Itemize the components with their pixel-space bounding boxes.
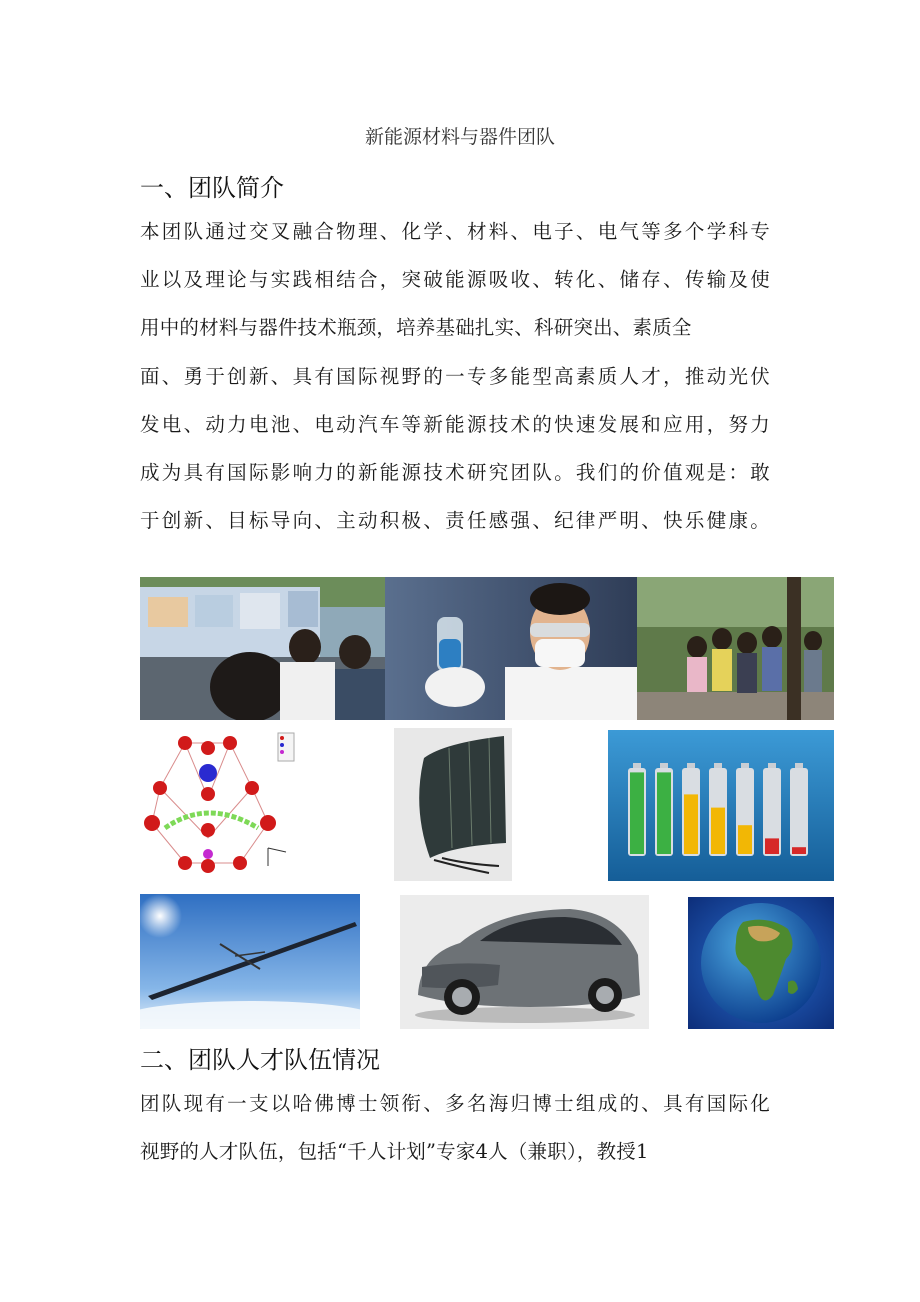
battery-cap [741,763,749,768]
battery-fill [684,794,698,854]
battery-fill [711,808,725,854]
battery-fill [630,772,644,854]
lab-researcher-photo [385,577,637,720]
section-heading-intro: 一、团队简介 [140,174,284,202]
paragraph-line: 业以及理论与实践相结合，突破能源吸收、转化、储存、传输及使 [140,268,770,292]
paragraph-line: 于创新、目标导向、主动积极、责任感强、纪律严明、快乐健康。 [140,509,770,533]
section-heading-talent: 二、团队人才队伍情况 [140,1046,380,1074]
team-group-photo [637,577,834,720]
battery-cap [633,763,641,768]
battery-cap [687,763,695,768]
electric-car-photo [400,895,649,1029]
battery-cap [660,763,668,768]
flexible-solar-panel-photo [394,728,512,881]
battery-cap [795,763,803,768]
document-title: 新能源材料与器件团队 [364,126,555,148]
earth-globe-photo [688,897,834,1029]
paragraph-line: 团队现有一支以哈佛博士领衔、多名海归博士组成的、具有国际化 [140,1092,770,1115]
paragraph-line: 本团队通过交叉融合物理、化学、材料、电子、电气等多个学科专 [140,220,770,243]
intro-paragraph [140,208,770,545]
battery-level-graphic [608,730,834,881]
battery-cell [790,768,808,856]
talent-paragraph [140,1080,770,1176]
battery-cap [714,763,722,768]
exhibition-photo [140,577,385,720]
crystal-structure-diagram [140,728,300,878]
battery-fill [792,847,806,854]
paragraph-line: 面、勇于创新、具有国际视野的一专多能型高素质人才，推动光伏 [140,364,770,388]
battery-fill [765,838,779,854]
paragraph-line: 成为具有国际影响力的新能源技术研究团队。我们的价值观是：敢 [140,461,770,485]
paragraph-line: 用中的材料与器件技术瓶颈，培养基础扎实、科研突出、素质全 [140,316,692,340]
paragraph-line: 视野的人才队伍，包括“千人计划”专家4人（兼职），教授1 [140,1140,649,1164]
paragraph-line: 发电、动力电池、电动汽车等新能源技术的快速发展和应用，努力 [140,412,770,436]
solar-plane-photo [140,894,360,1029]
battery-cap [768,763,776,768]
battery-fill [738,825,752,854]
battery-fill [657,772,671,854]
